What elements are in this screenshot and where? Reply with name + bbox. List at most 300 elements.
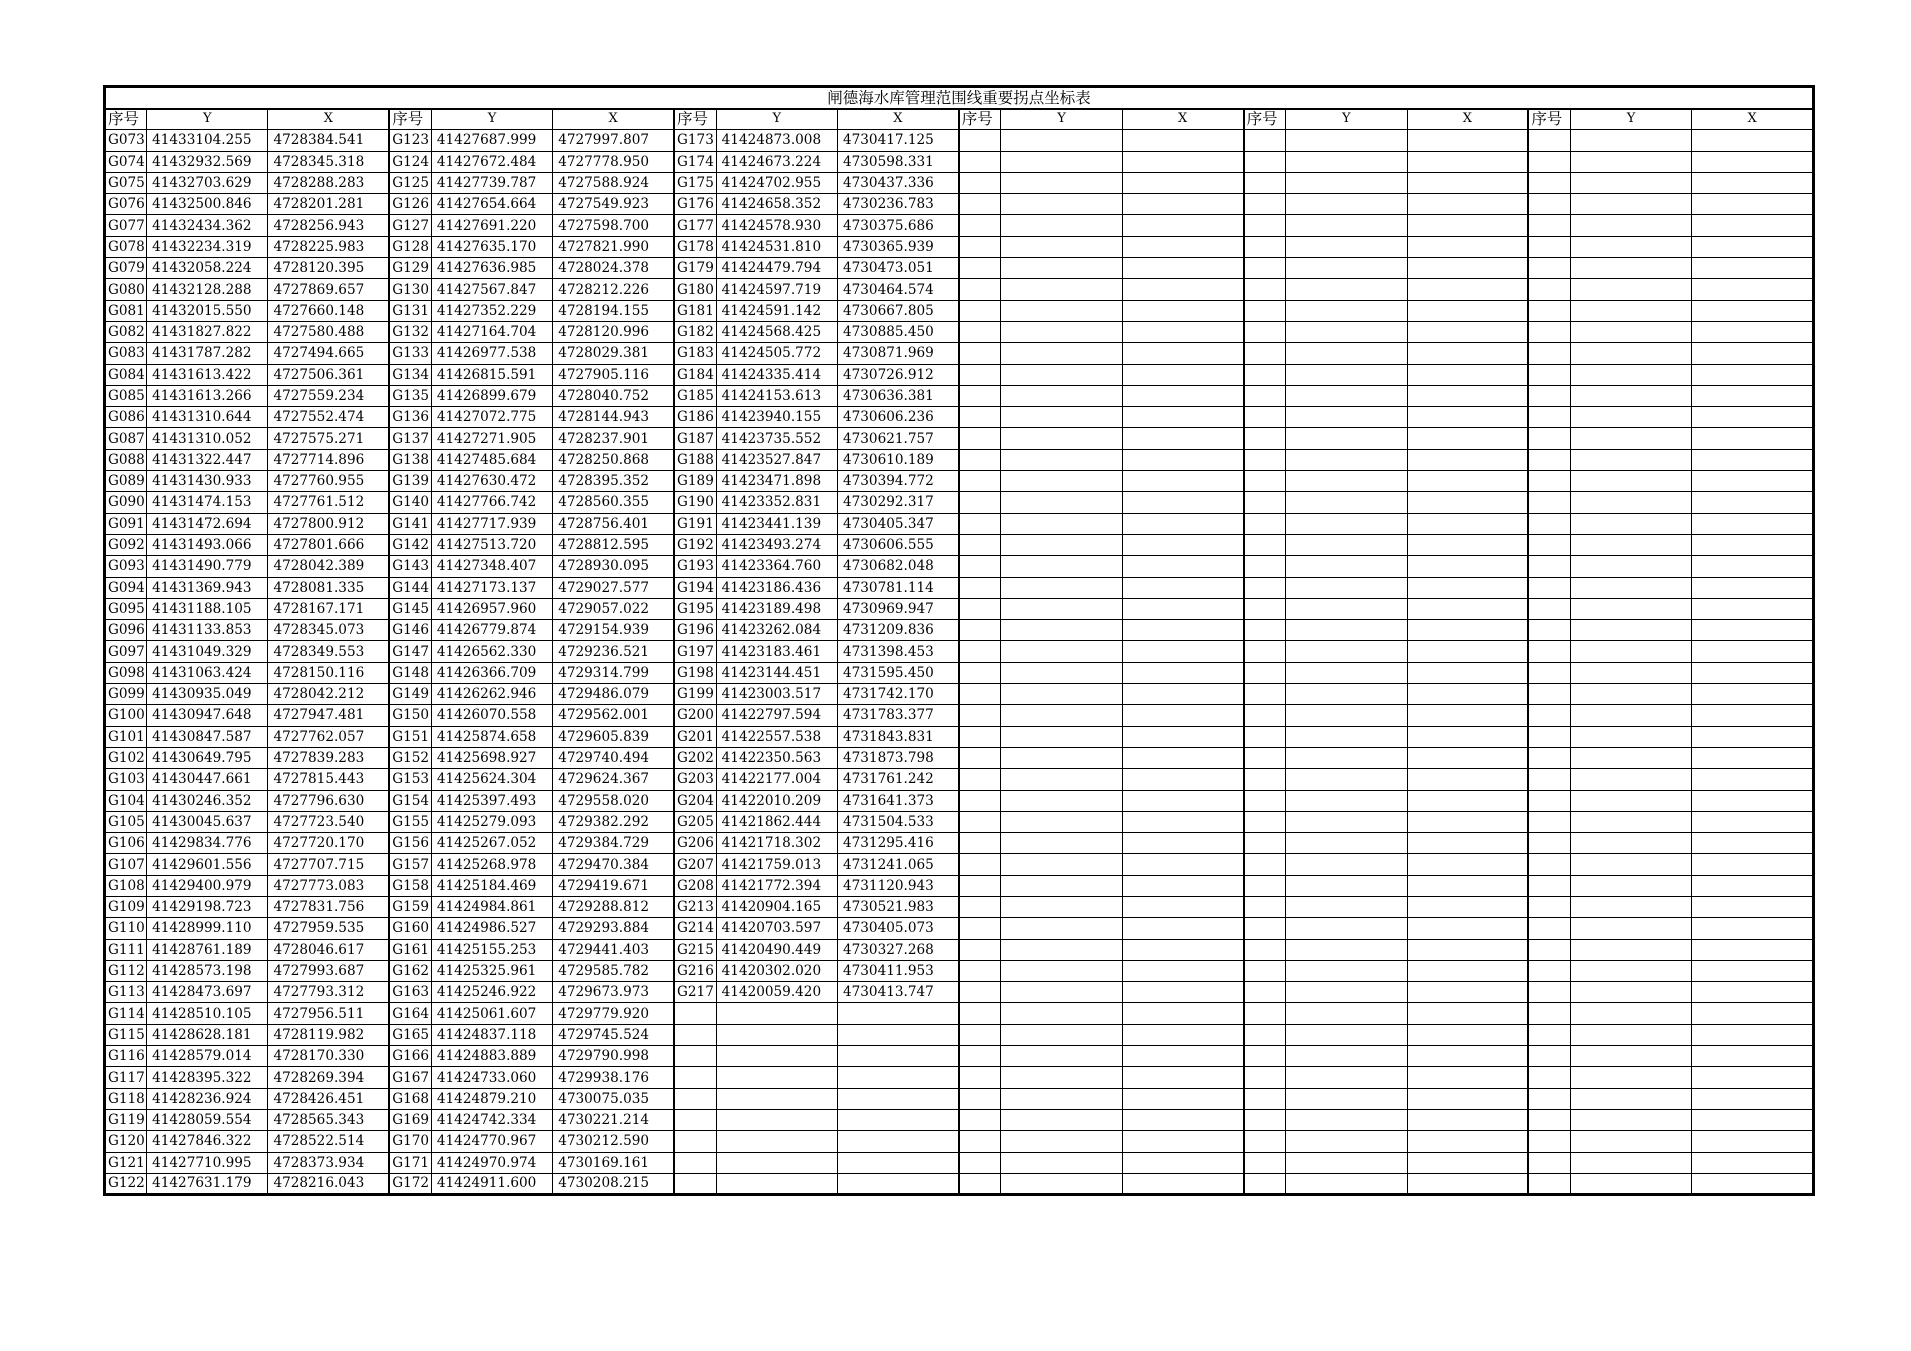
empty-cell (1244, 258, 1286, 279)
cell-x: 4731641.373 (837, 790, 958, 811)
cell-x: 4727800.912 (268, 513, 389, 534)
cell-y: 41423003.517 (716, 684, 837, 705)
cell-x: 4730221.214 (553, 1109, 674, 1130)
empty-cell (959, 215, 1001, 236)
empty-cell (1122, 1109, 1243, 1130)
cell-y: 41427485.684 (431, 449, 552, 470)
empty-cell (1001, 215, 1122, 236)
empty-cell (1407, 598, 1528, 619)
cell-index: G098 (105, 662, 147, 683)
empty-cell (1570, 875, 1691, 896)
cell-y: 41431474.153 (147, 492, 268, 513)
empty-cell (1692, 620, 1814, 641)
header-y-g2: Y (431, 109, 552, 130)
table-row (105, 151, 1814, 172)
empty-cell (1570, 705, 1691, 726)
empty-cell (1570, 1173, 1691, 1194)
empty-cell (1692, 172, 1814, 193)
cell-index: G207 (674, 854, 716, 875)
cell-y: 41425267.052 (431, 833, 552, 854)
empty-cell (1570, 833, 1691, 854)
empty-cell (837, 1152, 958, 1173)
empty-cell (1692, 407, 1814, 428)
empty-cell (1122, 811, 1243, 832)
empty-cell (1244, 534, 1286, 555)
empty-cell (1570, 1152, 1691, 1173)
header-row (105, 109, 1814, 130)
cell-x: 4731398.453 (837, 641, 958, 662)
cell-y: 41423144.451 (716, 662, 837, 683)
empty-cell (1244, 896, 1286, 917)
cell-x: 4729288.812 (553, 896, 674, 917)
empty-cell (1244, 236, 1286, 257)
empty-cell (1570, 407, 1691, 428)
empty-cell (1001, 151, 1122, 172)
empty-cell (1407, 641, 1528, 662)
header-x-g2: X (553, 109, 674, 130)
cell-y: 41423940.155 (716, 407, 837, 428)
cell-index: G166 (389, 1046, 431, 1067)
empty-cell (959, 875, 1001, 896)
empty-cell (1001, 769, 1122, 790)
empty-cell (959, 449, 1001, 470)
empty-cell (1570, 811, 1691, 832)
cell-x: 4727773.083 (268, 875, 389, 896)
cell-y: 41423364.760 (716, 556, 837, 577)
empty-cell (1001, 747, 1122, 768)
empty-cell (1001, 407, 1122, 428)
cell-index: G214 (674, 918, 716, 939)
empty-cell (1528, 300, 1570, 321)
empty-cell (1001, 385, 1122, 406)
empty-cell (1244, 343, 1286, 364)
empty-cell (1286, 1024, 1407, 1045)
empty-cell (1244, 705, 1286, 726)
cell-y: 41424970.974 (431, 1152, 552, 1173)
cell-x: 4728119.982 (268, 1024, 389, 1045)
empty-cell (1286, 343, 1407, 364)
empty-cell (1122, 215, 1243, 236)
empty-cell (1244, 811, 1286, 832)
cell-y: 41426070.558 (431, 705, 552, 726)
table-row (105, 726, 1814, 747)
cell-x: 4727993.687 (268, 960, 389, 981)
empty-cell (1407, 534, 1528, 555)
cell-x: 4728024.378 (553, 258, 674, 279)
cell-x: 4728384.541 (268, 130, 389, 151)
empty-cell (959, 684, 1001, 705)
empty-cell (1692, 875, 1814, 896)
cell-index: G161 (389, 939, 431, 960)
empty-cell (1692, 896, 1814, 917)
cell-y: 41425268.978 (431, 854, 552, 875)
empty-cell (959, 747, 1001, 768)
empty-cell (1692, 236, 1814, 257)
empty-cell (1244, 513, 1286, 534)
cell-index: G085 (105, 385, 147, 406)
empty-cell (1122, 1131, 1243, 1152)
empty-cell (1244, 662, 1286, 683)
empty-cell (1528, 982, 1570, 1003)
cell-y: 41424733.060 (431, 1067, 552, 1088)
table-row (105, 194, 1814, 215)
cell-index: G153 (389, 769, 431, 790)
empty-cell (1692, 684, 1814, 705)
empty-cell (1286, 492, 1407, 513)
cell-index: G199 (674, 684, 716, 705)
empty-cell (1244, 726, 1286, 747)
cell-x: 4730598.331 (837, 151, 958, 172)
empty-cell (959, 364, 1001, 385)
cell-y: 41428236.924 (147, 1088, 268, 1109)
cell-y: 41431493.066 (147, 534, 268, 555)
empty-cell (1001, 790, 1122, 811)
empty-cell (1570, 215, 1691, 236)
empty-cell (959, 662, 1001, 683)
cell-y: 41424568.425 (716, 321, 837, 342)
cell-x: 4729027.577 (553, 577, 674, 598)
empty-cell (716, 1131, 837, 1152)
table-row (105, 1003, 1814, 1024)
empty-cell (1692, 279, 1814, 300)
empty-cell (1244, 172, 1286, 193)
cell-index: G178 (674, 236, 716, 257)
empty-cell (1692, 577, 1814, 598)
empty-cell (1244, 1152, 1286, 1173)
header-y-g4: Y (1001, 109, 1122, 130)
cell-index: G198 (674, 662, 716, 683)
empty-cell (837, 1046, 958, 1067)
empty-cell (1244, 620, 1286, 641)
empty-cell (1244, 598, 1286, 619)
empty-cell (1528, 896, 1570, 917)
empty-cell (1001, 896, 1122, 917)
empty-cell (1122, 684, 1243, 705)
empty-cell (1286, 747, 1407, 768)
empty-cell (1528, 790, 1570, 811)
empty-cell (1570, 172, 1691, 193)
cell-x: 4728269.394 (268, 1067, 389, 1088)
cell-x: 4730394.772 (837, 471, 958, 492)
empty-cell (1244, 385, 1286, 406)
empty-cell (1244, 939, 1286, 960)
cell-y: 41428579.014 (147, 1046, 268, 1067)
table-row (105, 598, 1814, 619)
cell-y: 41426957.960 (431, 598, 552, 619)
empty-cell (1407, 662, 1528, 683)
cell-index: G162 (389, 960, 431, 981)
table-row (105, 1067, 1814, 1088)
empty-cell (1692, 918, 1814, 939)
cell-index: G172 (389, 1173, 431, 1194)
empty-cell (1528, 492, 1570, 513)
cell-index: G114 (105, 1003, 147, 1024)
table-row (105, 364, 1814, 385)
empty-cell (1286, 194, 1407, 215)
cell-x: 4727815.443 (268, 769, 389, 790)
cell-y: 41432058.224 (147, 258, 268, 279)
cell-x: 4727760.955 (268, 471, 389, 492)
cell-x: 4730781.114 (837, 577, 958, 598)
empty-cell (1528, 939, 1570, 960)
empty-cell (959, 279, 1001, 300)
empty-cell (1570, 1024, 1691, 1045)
empty-cell (1122, 236, 1243, 257)
cell-x: 4730610.189 (837, 449, 958, 470)
cell-y: 41430935.049 (147, 684, 268, 705)
empty-cell (1528, 875, 1570, 896)
empty-cell (1407, 1109, 1528, 1130)
cell-index: G127 (389, 215, 431, 236)
empty-cell (959, 407, 1001, 428)
cell-x: 4730417.125 (837, 130, 958, 151)
empty-cell (1244, 684, 1286, 705)
empty-cell (1528, 854, 1570, 875)
empty-cell (959, 939, 1001, 960)
cell-y: 41424770.967 (431, 1131, 552, 1152)
empty-cell (837, 1109, 958, 1130)
cell-index: G100 (105, 705, 147, 726)
empty-cell (1286, 258, 1407, 279)
empty-cell (1407, 833, 1528, 854)
cell-x: 4730885.450 (837, 321, 958, 342)
cell-index: G145 (389, 598, 431, 619)
empty-cell (1122, 556, 1243, 577)
empty-cell (1528, 215, 1570, 236)
header-index-g1: 序号 (105, 109, 147, 130)
empty-cell (1286, 471, 1407, 492)
empty-cell (1286, 598, 1407, 619)
cell-x: 4730405.347 (837, 513, 958, 534)
cell-index: G096 (105, 620, 147, 641)
cell-y: 41431310.644 (147, 407, 268, 428)
empty-cell (1528, 577, 1570, 598)
table-row (105, 811, 1814, 832)
empty-cell (1122, 1067, 1243, 1088)
empty-cell (1244, 556, 1286, 577)
empty-cell (1286, 1131, 1407, 1152)
empty-cell (1692, 598, 1814, 619)
cell-x: 4728812.595 (553, 534, 674, 555)
cell-x: 4727796.630 (268, 790, 389, 811)
cell-x: 4727869.657 (268, 279, 389, 300)
empty-cell (1122, 1024, 1243, 1045)
empty-cell (837, 1003, 958, 1024)
table-row (105, 577, 1814, 598)
empty-cell (959, 236, 1001, 257)
empty-cell (1407, 385, 1528, 406)
empty-cell (1001, 598, 1122, 619)
cell-y: 41431310.052 (147, 428, 268, 449)
cell-x: 4730437.336 (837, 172, 958, 193)
table-row (105, 300, 1814, 321)
table-row (105, 1046, 1814, 1067)
cell-y: 41420904.165 (716, 896, 837, 917)
cell-index: G186 (674, 407, 716, 428)
empty-cell (1244, 918, 1286, 939)
cell-y: 41426977.538 (431, 343, 552, 364)
table-row (105, 960, 1814, 981)
empty-cell (1692, 428, 1814, 449)
cell-index: G205 (674, 811, 716, 832)
empty-cell (716, 1067, 837, 1088)
cell-index: G078 (105, 236, 147, 257)
empty-cell (1570, 662, 1691, 683)
empty-cell (1692, 471, 1814, 492)
empty-cell (1122, 641, 1243, 662)
cell-index: G086 (105, 407, 147, 428)
cell-x: 4729384.729 (553, 833, 674, 854)
cell-x: 4728560.355 (553, 492, 674, 513)
empty-cell (959, 1003, 1001, 1024)
empty-cell (1122, 364, 1243, 385)
cell-y: 41424153.613 (716, 385, 837, 406)
empty-cell (1692, 982, 1814, 1003)
table-row (105, 385, 1814, 406)
empty-cell (1001, 449, 1122, 470)
empty-cell (1528, 833, 1570, 854)
cell-y: 41433104.255 (147, 130, 268, 151)
cell-x: 4731504.533 (837, 811, 958, 832)
cell-index: G108 (105, 875, 147, 896)
cell-index: G151 (389, 726, 431, 747)
table-row (105, 662, 1814, 683)
empty-cell (1122, 130, 1243, 151)
empty-cell (959, 769, 1001, 790)
cell-x: 4729790.998 (553, 1046, 674, 1067)
cell-index: G079 (105, 258, 147, 279)
empty-cell (1286, 641, 1407, 662)
header-y-g1: Y (147, 109, 268, 130)
cell-index: G090 (105, 492, 147, 513)
empty-cell (1692, 492, 1814, 513)
cell-index: G095 (105, 598, 147, 619)
empty-cell (1570, 790, 1691, 811)
cell-index: G097 (105, 641, 147, 662)
cell-y: 41428999.110 (147, 918, 268, 939)
cell-index: G133 (389, 343, 431, 364)
cell-y: 41427846.322 (147, 1131, 268, 1152)
empty-cell (1122, 960, 1243, 981)
table-row (105, 556, 1814, 577)
empty-cell (1570, 428, 1691, 449)
cell-y: 41427766.742 (431, 492, 552, 513)
empty-cell (1286, 1067, 1407, 1088)
empty-cell (1692, 343, 1814, 364)
empty-cell (1244, 960, 1286, 981)
empty-cell (1001, 321, 1122, 342)
header-index-g6: 序号 (1528, 109, 1570, 130)
cell-x: 4728930.095 (553, 556, 674, 577)
empty-cell (1407, 747, 1528, 768)
cell-index: G109 (105, 896, 147, 917)
empty-cell (1001, 1024, 1122, 1045)
cell-index: G157 (389, 854, 431, 875)
empty-cell (1528, 960, 1570, 981)
cell-x: 4727723.540 (268, 811, 389, 832)
empty-cell (1001, 279, 1122, 300)
header-y-g6: Y (1570, 109, 1691, 130)
cell-index: G200 (674, 705, 716, 726)
empty-cell (959, 1131, 1001, 1152)
empty-cell (1286, 811, 1407, 832)
cell-index: G217 (674, 982, 716, 1003)
empty-cell (1286, 939, 1407, 960)
table-row (105, 130, 1814, 151)
empty-cell (1528, 620, 1570, 641)
cell-x: 4728216.043 (268, 1173, 389, 1194)
cell-index: G152 (389, 747, 431, 768)
header-x-g1: X (268, 109, 389, 130)
table-row (105, 684, 1814, 705)
cell-index: G143 (389, 556, 431, 577)
empty-cell (1528, 556, 1570, 577)
cell-x: 4727947.481 (268, 705, 389, 726)
empty-cell (1407, 300, 1528, 321)
empty-cell (1528, 684, 1570, 705)
cell-y: 41425155.253 (431, 939, 552, 960)
coordinate-table (103, 85, 1815, 1196)
cell-y: 41428473.697 (147, 982, 268, 1003)
header-x-g3: X (837, 109, 958, 130)
empty-cell (1407, 705, 1528, 726)
empty-cell (1001, 1109, 1122, 1130)
empty-cell (1407, 620, 1528, 641)
empty-cell (1692, 1152, 1814, 1173)
empty-cell (959, 385, 1001, 406)
cell-x: 4730169.161 (553, 1152, 674, 1173)
cell-index: G135 (389, 385, 431, 406)
cell-y: 41431133.853 (147, 620, 268, 641)
table-row (105, 1088, 1814, 1109)
cell-index: G128 (389, 236, 431, 257)
empty-cell (1286, 279, 1407, 300)
cell-x: 4727598.700 (553, 215, 674, 236)
table-row (105, 449, 1814, 470)
empty-cell (1001, 1003, 1122, 1024)
header-x-g4: X (1122, 109, 1243, 130)
cell-y: 41427173.137 (431, 577, 552, 598)
cell-index: G215 (674, 939, 716, 960)
empty-cell (1570, 684, 1691, 705)
cell-x: 4730411.953 (837, 960, 958, 981)
empty-cell (1122, 577, 1243, 598)
empty-cell (1407, 939, 1528, 960)
cell-index: G159 (389, 896, 431, 917)
cell-index: G188 (674, 449, 716, 470)
table-row (105, 790, 1814, 811)
cell-index: G125 (389, 172, 431, 193)
empty-cell (837, 1024, 958, 1045)
cell-y: 41423186.436 (716, 577, 837, 598)
empty-cell (1286, 875, 1407, 896)
empty-cell (1528, 534, 1570, 555)
empty-cell (1001, 130, 1122, 151)
empty-cell (1407, 875, 1528, 896)
empty-cell (1407, 513, 1528, 534)
cell-x: 4731595.450 (837, 662, 958, 683)
empty-cell (959, 321, 1001, 342)
empty-cell (1286, 556, 1407, 577)
cell-y: 41425874.658 (431, 726, 552, 747)
cell-x: 4730871.969 (837, 343, 958, 364)
empty-cell (674, 1152, 716, 1173)
cell-x: 4727506.361 (268, 364, 389, 385)
empty-cell (716, 1046, 837, 1067)
empty-cell (959, 1067, 1001, 1088)
cell-x: 4727831.756 (268, 896, 389, 917)
cell-y: 41431490.779 (147, 556, 268, 577)
